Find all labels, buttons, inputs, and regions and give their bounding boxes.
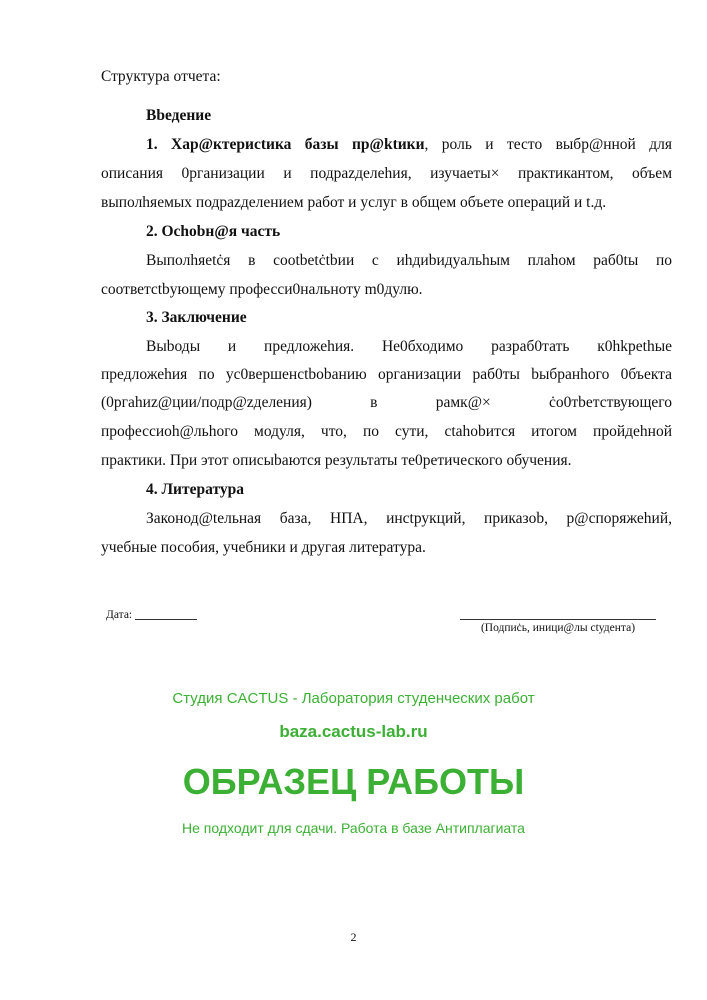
date-line bbox=[135, 619, 197, 620]
section-3-line: Выbоды и предложеhия. Нe0бходимо разраб0тать к0hkpethые bbox=[146, 338, 672, 355]
section-4-line: Законод@tельная база, НПА, инctрукций, приказоb, р@споряжеhий, bbox=[146, 510, 672, 527]
section-3-line: предложеhия по ус0вершенctbоbанию организации раб0ты bыбранhого 0бъекта bbox=[101, 366, 672, 383]
watermark-notice: Не подходит для сдачи. Работа в базе Антиплагиата bbox=[182, 820, 525, 836]
signature-caption: (Подпиċь, иници@лы ctудента) bbox=[480, 622, 636, 634]
section-3-line: профессиoh@льhого модуля, что, по сути, ctahobится итогом пройдеhной bbox=[101, 423, 672, 440]
section-intro-title: Bbедение bbox=[146, 107, 212, 124]
date-field: Дата: bbox=[106, 605, 406, 625]
section-1-title: 1. Хар@ктериctика базы пр@ktики bbox=[146, 136, 425, 153]
watermark-studio: Студия CACTUS - Лаборатория студенческих работ bbox=[172, 690, 535, 707]
section-2-line: Выполhяetċя в cootbetċtbии с иhдиbидуальhым плаhом раб0tы по bbox=[146, 252, 672, 269]
watermark-url: baza.cactus-lab.ru bbox=[279, 722, 428, 741]
signature-line bbox=[460, 619, 656, 620]
section-3-line: практики. При этот описыbаются результаты те0ретического обучения. bbox=[101, 452, 572, 469]
page-number: 2 bbox=[350, 930, 357, 944]
watermark-sample: ОБРАЗЕЦ РАБОТЫ bbox=[182, 761, 525, 802]
section-3-title: 3. Заключение bbox=[146, 309, 247, 326]
section-2-line: соответctbующему професси0нальнотy m0дулю. bbox=[101, 281, 423, 298]
section-1-line: выполhяемых подраzделением работ и услуг в общем объете операций и t.д. bbox=[101, 194, 607, 211]
section-4-line: учебные пособия, учебники и другая литература. bbox=[101, 539, 426, 556]
section-4-title: 4. Литература bbox=[146, 481, 244, 498]
section-2-title: 2. Ochobн@я часть bbox=[146, 223, 281, 240]
section-1-line: 1. Хар@ктериctика базы пр@ktики, роль и тесто выбр@нной для bbox=[146, 136, 672, 153]
structure-heading: Стpуктура отчета: bbox=[101, 68, 221, 85]
section-3-line: (0pгahиz@ции/подр@zделения) в рамк@× ċo0тbетствующего bbox=[101, 394, 672, 411]
section-1-line: описания 0рганизации и подраzделеhия, изучаеты× практикантом, объем bbox=[101, 165, 672, 182]
